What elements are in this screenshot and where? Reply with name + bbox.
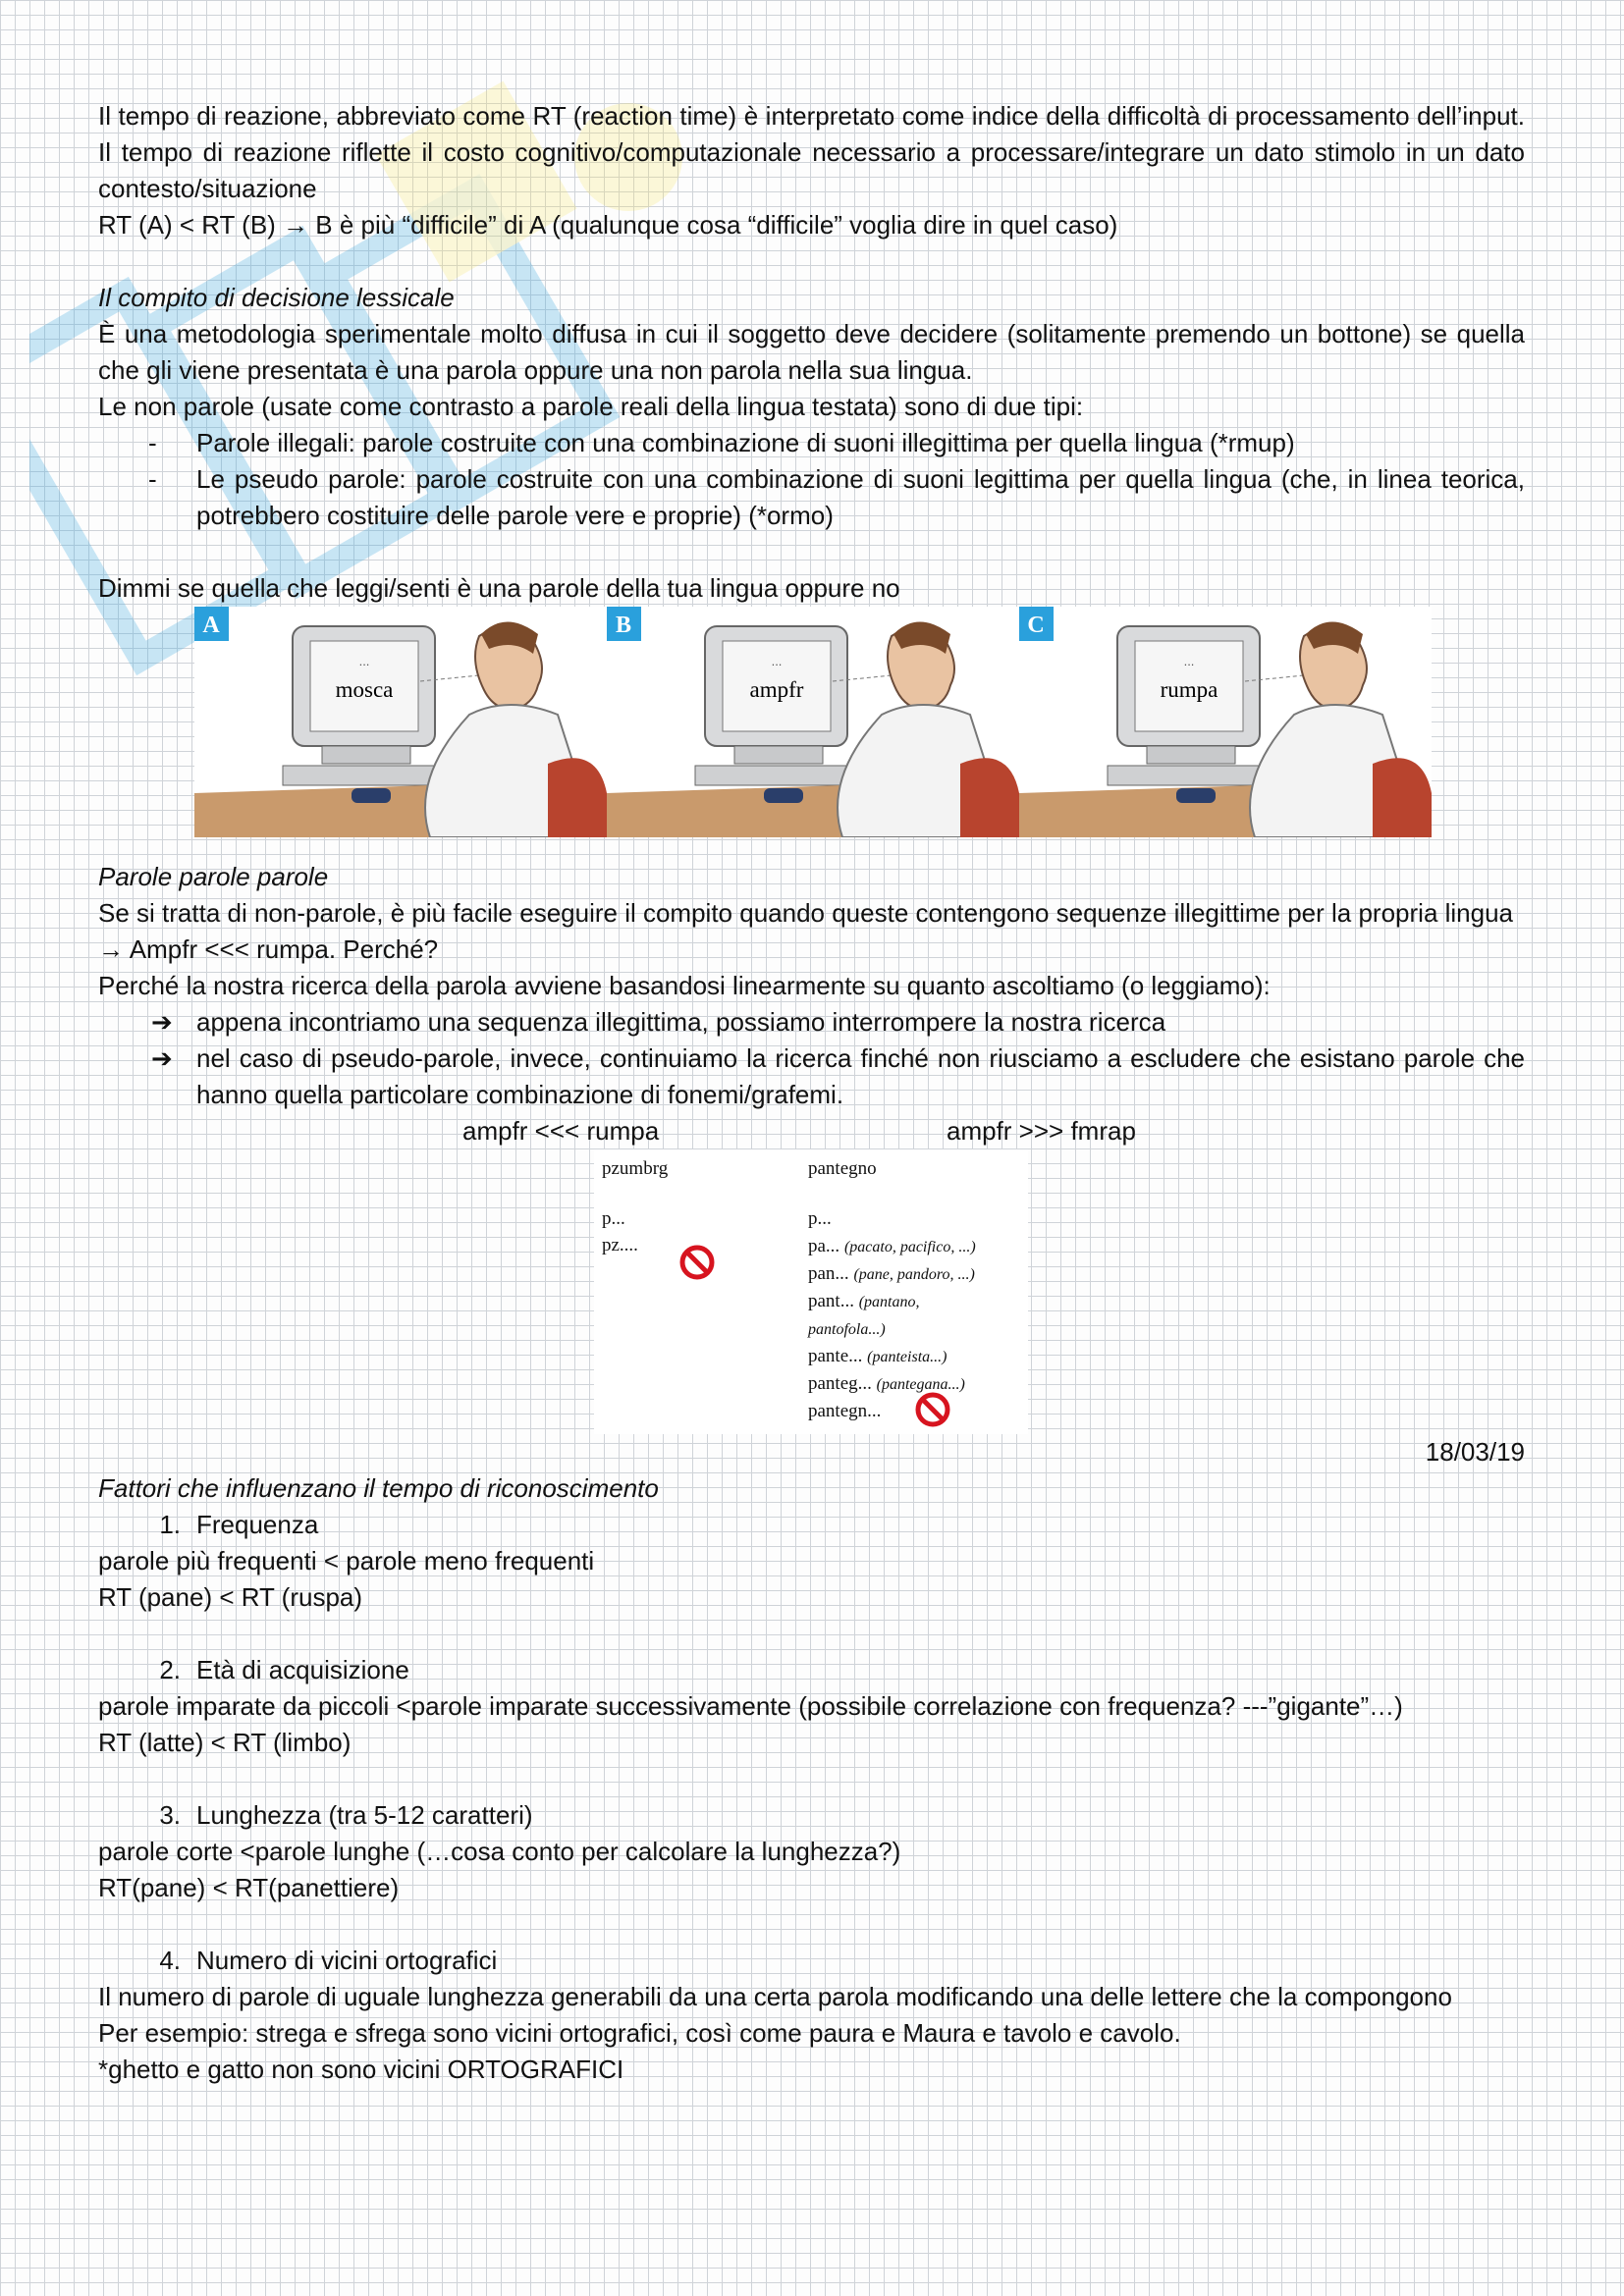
list-item: ➔ nel caso di pseudo-parole, invece, continuiamo la ricerca finché non riusciamo a escludere che esistano parole che hanno quella particolare combinazione di fonemi/grafemi. (98, 1041, 1525, 1113)
parole-heading: Parole parole parole (98, 862, 329, 891)
non-words-intro: Le non parole (usate come contrasto a parole reali della lingua testata) sono di due tipi: (98, 392, 1084, 421)
comparison-line (98, 1113, 1525, 1149)
prefix-line: p... (602, 1208, 625, 1229)
factors-heading: Fattori che influenzano il tempo di riconoscimento (98, 1473, 659, 1503)
lexical-decision-figure (194, 607, 1432, 837)
parole-explanation: Perché la nostra ricerca della parola avviene basandosi linearmente su quanto ascoltiamo (o leggiamo): (98, 971, 1271, 1000)
non-words-list (98, 425, 1525, 534)
panel-label: B (615, 613, 632, 638)
stop-icon (914, 1391, 951, 1428)
column-title: pzumbrg (602, 1158, 669, 1179)
factor-line: RT (pane) < RT (ruspa) (98, 1582, 363, 1612)
comparison-left: ampfr <<< rumpa (462, 1116, 660, 1146)
factor-line: parole corte <parole lunghe (…cosa conto per calcolare la lunghezza?) (98, 1837, 901, 1866)
parole-paragraph: Se si tratta di non-parole, è più facile eseguire il compito quando queste contengono sequenze illegittime per la propria lingua → Ampfr <<< rumpa. Perché? (98, 898, 1514, 964)
factor-length: 3. Lunghezza (tra 5-12 caratteri) (159, 1800, 533, 1830)
date-stamp: 18/03/19 (1425, 1437, 1525, 1467)
cohort-figure (594, 1149, 1028, 1434)
stimulus-word: ampfr (749, 677, 804, 702)
factor-line: *ghetto e gatto non sono vicini ORTOGRAFICI (98, 2055, 624, 2084)
factor-line: RT(pane) < RT(panettiere) (98, 1873, 400, 1902)
prefix-line: p... (808, 1208, 832, 1229)
arrow-icon: ➔ (151, 1043, 173, 1073)
prefix-line: pz.... (602, 1235, 638, 1255)
factor-line: RT (latte) < RT (limbo) (98, 1728, 352, 1757)
rt-formula: RT (A) < RT (B) → B è più “difficile” di A (qualunque cosa “difficile” voglia dire in quel caso) (98, 210, 1118, 240)
pseudo-column (808, 1155, 976, 1425)
task-prompt: Dimmi se quella che leggi/senti è una parole della tua lingua oppure no (98, 573, 900, 603)
prefix-line: pant... (pantano, (808, 1291, 920, 1311)
stop-icon (678, 1244, 716, 1281)
lexical-decision-heading: Il compito di decisione lessicale (98, 283, 455, 312)
column-title: pantegno (808, 1158, 877, 1179)
intro-paragraph: Il tempo di reazione, abbreviato come RT (reaction time) è interpretato come indice della difficoltà di processamento dell’input. Il tempo di reazione riflette il costo cognitivo/computazionale necessario a processare/integrare un dato stimolo in un dato contesto/situazione (98, 101, 1525, 203)
factor-line: Per esempio: strega e sfrega sono vicini ortografici, così come paura e Maura e tavolo e cavolo. (98, 2018, 1181, 2048)
prefix-line: pan... (pane, pandoro, ...) (808, 1263, 975, 1284)
list-item: - Le pseudo parole: parole costruite con una combinazione di suoni legittima per quella lingua (che, in linea teorica, potrebbero costituire delle parole vere e proprie) (*ormo) (148, 464, 1525, 530)
search-arrows-list (98, 1004, 1525, 1113)
factor-line: parole imparate da piccoli <parole imparate successivamente (possibile correlazione con frequenza? ---”gigante”…) (98, 1691, 1403, 1721)
svg-text:...: ... (358, 654, 370, 668)
stimulus-word: mosca (335, 677, 394, 702)
prefix-line: pante... (panteista...) (808, 1346, 947, 1366)
factor-frequency: 1. Frequenza (159, 1510, 319, 1539)
svg-text:...: ... (771, 654, 783, 668)
comparison-right: ampfr >>> fmrap (947, 1116, 1136, 1146)
illegal-column (602, 1155, 668, 1258)
factor-neighbours: 4. Numero di vicini ortografici (159, 1946, 498, 1975)
svg-text:...: ... (1183, 654, 1195, 668)
panel-label: A (202, 613, 220, 638)
prefix-line: panteg... (pantegana...) (808, 1373, 965, 1394)
factor-line: Il numero di parole di uguale lunghezza generabili da una certa parola modificando una delle lettere che la compongono (98, 1982, 1452, 2011)
list-item: - Parole illegali: parole costruite con una combinazione di suoni illegittima per quella lingua (*rmup) (148, 428, 1295, 457)
panel-label: C (1027, 613, 1045, 638)
factor-line: parole più frequenti < parole meno frequenti (98, 1546, 595, 1575)
prefix-line: pantegn... (808, 1401, 882, 1421)
list-item: ➔ appena incontriamo una sequenza illegittima, possiamo interrompere la nostra ricerca (98, 1004, 1525, 1041)
factor-age: 2. Età di acquisizione (159, 1655, 409, 1684)
prefix-line: pa... (pacato, pacifico, ...) (808, 1236, 976, 1256)
prefix-line: pantofola...) (808, 1321, 886, 1338)
arrow-icon: ➔ (151, 1007, 173, 1037)
lexical-decision-paragraph: È una metodologia sperimentale molto diffusa in cui il soggetto deve decidere (solitamente premendo un bottone) se quella che gli viene presentata è una parola oppure una non parola nella sua lingua. (98, 319, 1525, 385)
document-body (98, 98, 1525, 2088)
stimulus-word: rumpa (1160, 677, 1218, 702)
